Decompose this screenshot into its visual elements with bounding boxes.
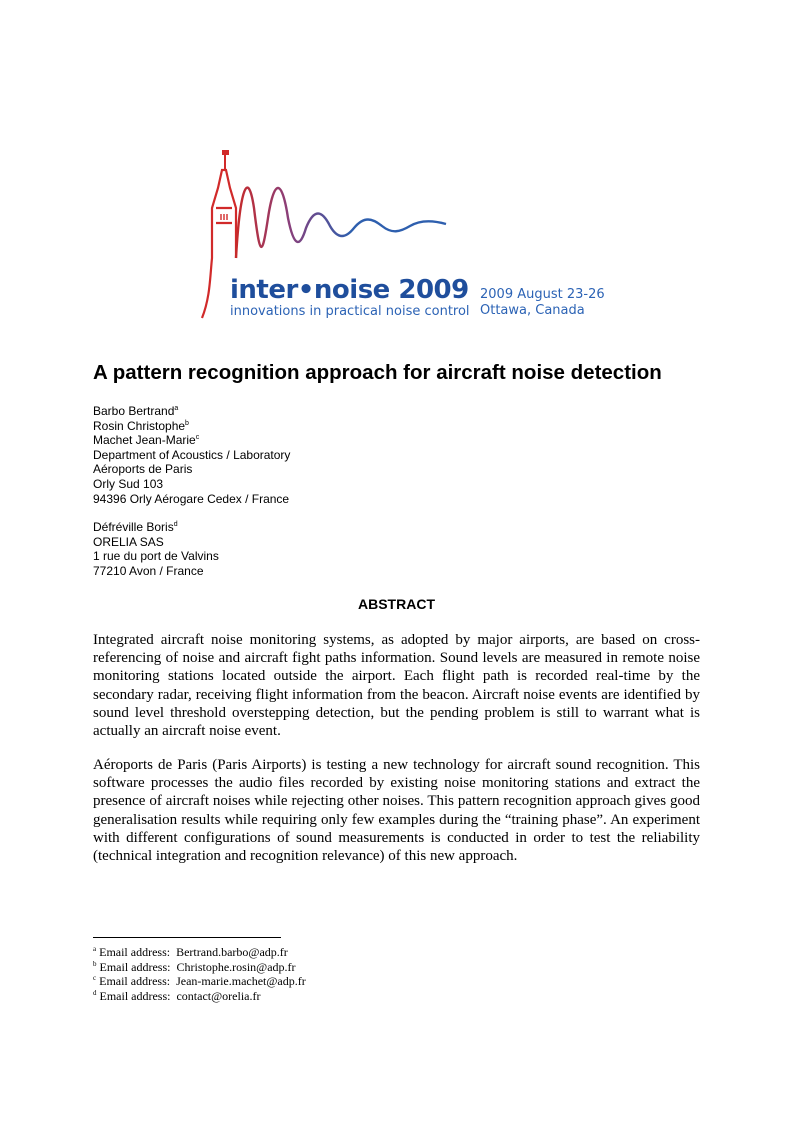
paper-title: A pattern recognition approach for aircraft noise detection [93,361,662,384]
footnote: $^d$ Email address: contact@orelia.fr [93,988,261,1003]
affiliation-line: 1 rue du port de Valvins [93,549,219,564]
author-block-2 [93,520,219,578]
affiliation-line: 77210 Avon / France [93,563,204,578]
author-block-1 [93,404,290,506]
email-link[interactable]: contact@orelia.fr [176,988,261,1003]
author-line: Rosin Christophe$^b$ [93,418,189,433]
logo-title: inter•noise 2009 [230,275,469,305]
abstract-heading: ABSTRACT [358,596,435,612]
footnote-divider [93,937,281,938]
abstract-paragraph: Aéroports de Paris (Paris Airports) is testing a new technology for aircraft sound recognition. This software processes the audio files recorded by existing noise monitoring stations and extract the presence of aircraft noises while rejecting other noises. This pattern recognition approach gives good generalisation results while requiring only few examples during the “training phase”. An experiment with different configurations of sound measurements is conducted in order to test the reliability (technical integration and recognition relevance) of this new approach. [93,757,700,865]
author-line: Machet Jean-Marie$^c$ [93,433,200,448]
email-link[interactable]: Bertrand.barbo@adp.fr [176,945,288,959]
author-line: Défréville Boris$^d$ [93,520,178,534]
author-line: Barbo Bertrand$^a$ [93,404,179,418]
conference-logo [196,148,616,324]
affiliation-line: Department of Acoustics / Laboratory [93,447,291,462]
affiliation-line: 94396 Orly Aérogare Cedex / France [93,491,290,506]
email-link[interactable]: Jean-marie.machet@adp.fr [176,974,306,989]
affiliation-line: Orly Sud 103 [93,476,164,491]
footnote: $^c$ Email address: Jean-marie.machet@adp.fr [93,974,306,989]
affiliation-line: ORELIA SAS [93,534,164,549]
logo-tagline: innovations in practical noise control [230,304,470,319]
conference-location: Ottawa, Canada [480,303,585,318]
conference-date: 2009 August 23-26 [480,287,605,302]
footnote: $^a$ Email address: Bertrand.barbo@adp.fr [93,945,288,959]
footnotes [93,945,306,1003]
footnote: $^b$ Email address: Christophe.rosin@adp.fr [93,959,296,974]
email-link[interactable]: Christophe.rosin@adp.fr [176,959,296,974]
affiliation-line: Aéroports de Paris [93,462,193,477]
abstract-paragraph: Integrated aircraft noise monitoring systems, as adopted by major airports, are based on cross-referencing of noise and aircraft fight paths information. Sound levels are measured in remote noise monitoring stations located outside the airport. Each flight path is recorded real-time by the secondary radar, receiving flight information from the beacon. Aircraft noise events are identified by sound level threshold overstepping detection, but the pending problem is still to warrant what is actually an aircraft noise event. [93,632,700,740]
